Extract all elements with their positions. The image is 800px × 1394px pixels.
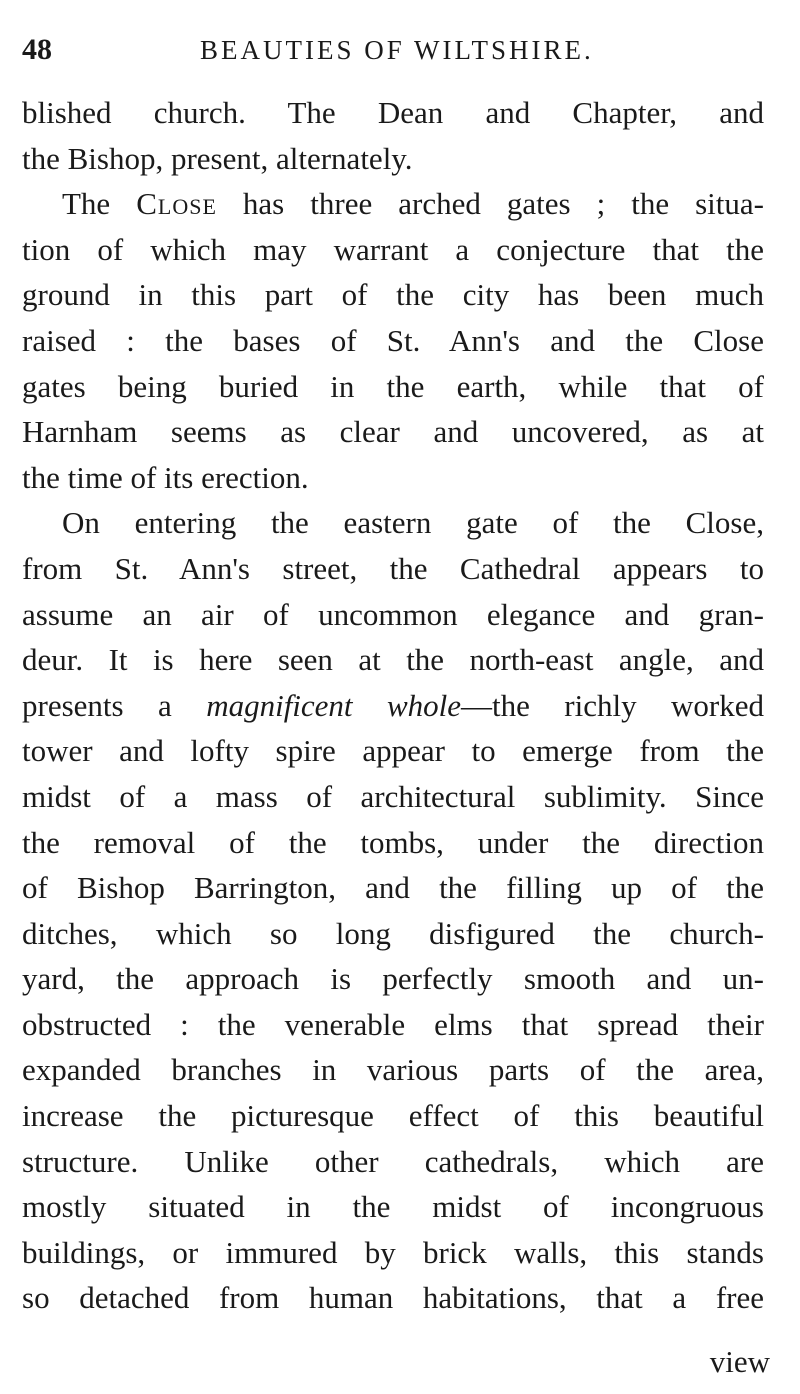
text-line: midst of a mass of architectural sublimity. Since xyxy=(22,778,764,814)
text-line: obstructed : the venerable elms that spread their xyxy=(22,1006,764,1042)
text-line: ground in this part of the city has been much xyxy=(22,277,764,313)
text-line: presents a magnificent whole—the richly worked xyxy=(22,687,765,723)
body-text xyxy=(22,90,764,1321)
text-line: from St. Ann's street, the Cathedral appears to xyxy=(22,550,764,586)
text-line: the time of its erection. xyxy=(22,459,309,495)
text-line: buildings, or immured by brick walls, this stands xyxy=(22,1234,764,1270)
text-line: so detached from human habitations, that a free xyxy=(22,1280,764,1316)
text-line: the Bishop, present, alternately. xyxy=(22,140,413,176)
text-line: expanded branches in various parts of the area, xyxy=(22,1052,764,1088)
text-line: tower and lofty spire appear to emerge from the xyxy=(22,733,764,769)
text-line: The Close has three arched gates ; the situa- xyxy=(62,186,764,222)
catchword: view xyxy=(709,1344,770,1379)
page-header xyxy=(22,30,762,70)
text-line: the removal of the tombs, under the direction xyxy=(22,824,764,860)
text-line: On entering the eastern gate of the Close, xyxy=(62,505,764,541)
page-number: 48 xyxy=(22,33,52,66)
text-line: blished church. The Dean and Chapter, and xyxy=(22,95,764,130)
italic-phrase: magnificent whole xyxy=(206,687,462,723)
text-line: Harnham seems as clear and uncovered, as at xyxy=(22,414,764,450)
text-line: of Bishop Barrington, and the filling up of the xyxy=(22,870,764,906)
text-line: increase the picturesque effect of this beautiful xyxy=(22,1098,764,1134)
text-line: ditches, which so long disfigured the church- xyxy=(22,915,764,951)
text-line: yard, the approach is perfectly smooth and un- xyxy=(22,961,764,997)
small-caps-term: Close xyxy=(136,186,217,222)
running-head: BEAUTIES OF WILTSHIRE. xyxy=(200,35,594,65)
text-line: deur. It is here seen at the north-east angle, and xyxy=(22,642,764,678)
text-line: assume an air of uncommon elegance and gran- xyxy=(22,596,764,632)
text-line: mostly situated in the midst of incongruous xyxy=(22,1189,764,1225)
text-line: structure. Unlike other cathedrals, which are xyxy=(22,1143,764,1179)
text-line: raised : the bases of St. Ann's and the Close xyxy=(22,322,764,358)
text-line: tion of which may warrant a conjecture that the xyxy=(22,231,764,267)
text-line: gates being buried in the earth, while that of xyxy=(22,368,764,404)
